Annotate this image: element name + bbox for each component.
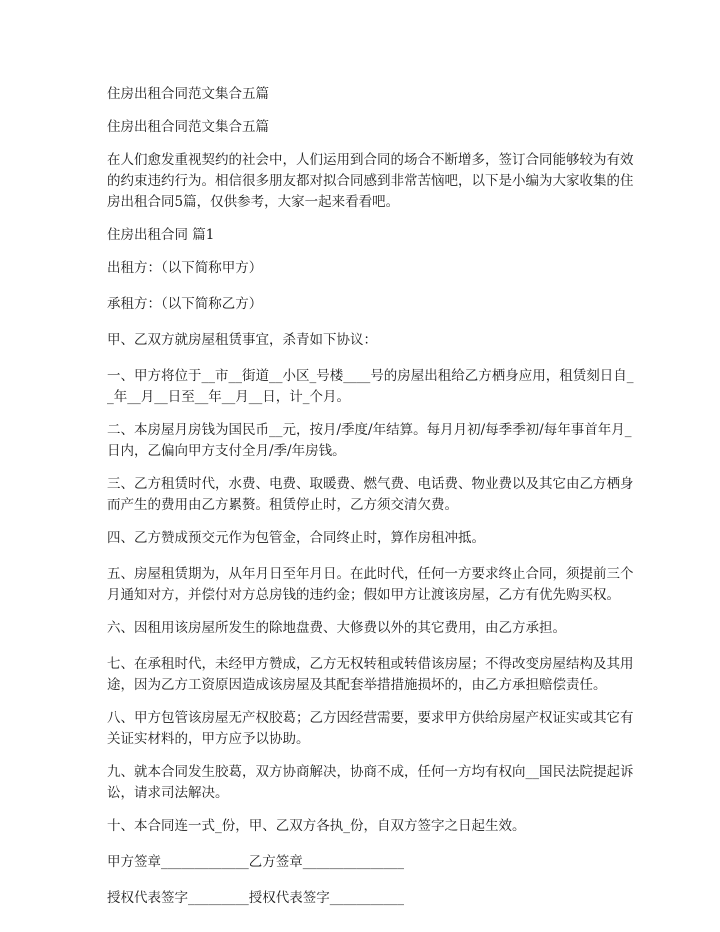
document-page [107, 84, 635, 921]
lessor-line: 出租方：（以下简称甲方） [107, 260, 263, 276]
section-heading: 住房出租合同 篇1 [107, 227, 215, 243]
clause-10: 十、本合同连一式_份，甲、乙双方各执_份，自双方签字之日起生效。 [107, 818, 526, 834]
preamble-line: 甲、乙双方就房屋租赁事宜，杀青如下协议： [107, 332, 377, 348]
clause-6: 六、因租用该房屋所发生的除地盘费、大修费以外的其它费用，由乙方承担。 [107, 620, 566, 636]
document-title: 住房出租合同范文集合五篇 [107, 86, 269, 102]
representative-line: 授权代表签字_________授权代表签字___________ [107, 890, 404, 906]
clause-7: 七、在承租时代，未经甲方赞成，乙方无权转租或转借该房屋；不得改变房屋结构及其用途，因为乙方工资原因造成该房屋及其配套举措措施损坏的，由乙方承担赔偿责任。 [107, 656, 634, 693]
clause-5: 五、房屋租赁期为，从年月日至年月日。在此时代，任何一方要求终止合同，须提前三个月通知对方，并偿付对方总房钱的违约金；假如甲方让渡该房屋，乙方有优先购买权。 [107, 566, 634, 603]
clause-9: 九、就本合同发生胶葛，双方协商解决，协商不成，任何一方均有权向__国民法院提起诉讼，请求司法解决。 [107, 764, 634, 801]
document-subtitle: 住房出租合同范文集合五篇 [107, 119, 269, 135]
clause-8: 八、甲方包管该房屋无产权胶葛；乙方因经营需要，要求甲方供给房屋产权证实或其它有关证实材料的，甲方应予以协助。 [107, 710, 634, 747]
clause-2: 二、本房屋月房钱为国民币__元，按月/季度/年结算。每月月初/每季季初/每年事首年月_日内，乙偏向甲方支付全月/季/年房钱。 [107, 422, 632, 459]
clause-3: 三、乙方租赁时代，水费、电费、取暖费、燃气费、电话费、物业费以及其它由乙方栖身而产生的费用由乙方累赘。租赁停止时，乙方须交清欠费。 [107, 476, 634, 513]
lessee-line: 承租方：（以下简称乙方） [107, 296, 263, 312]
signature-line: 甲方签章_____________乙方签章_______________ [107, 854, 404, 870]
clause-4: 四、乙方赞成预交元作为包管金，合同终止时，算作房租冲抵。 [107, 530, 485, 546]
clause-1: 一、甲方将位于__市__街道__小区_号楼____号的房屋出租给乙方栖身应用，租赁刻日自__年__月__日至__年__月__日，计_个月。 [107, 368, 634, 405]
intro-paragraph: 在人们愈发重视契约的社会中，人们运用到合同的场合不断增多，签订合同能够较为有效的约束违约行为。相信很多朋友都对拟合同感到非常苦恼吧，以下是小编为大家收集的住房出租合同5篇，仅供参考，大家一起来看看吧。 [107, 152, 634, 210]
